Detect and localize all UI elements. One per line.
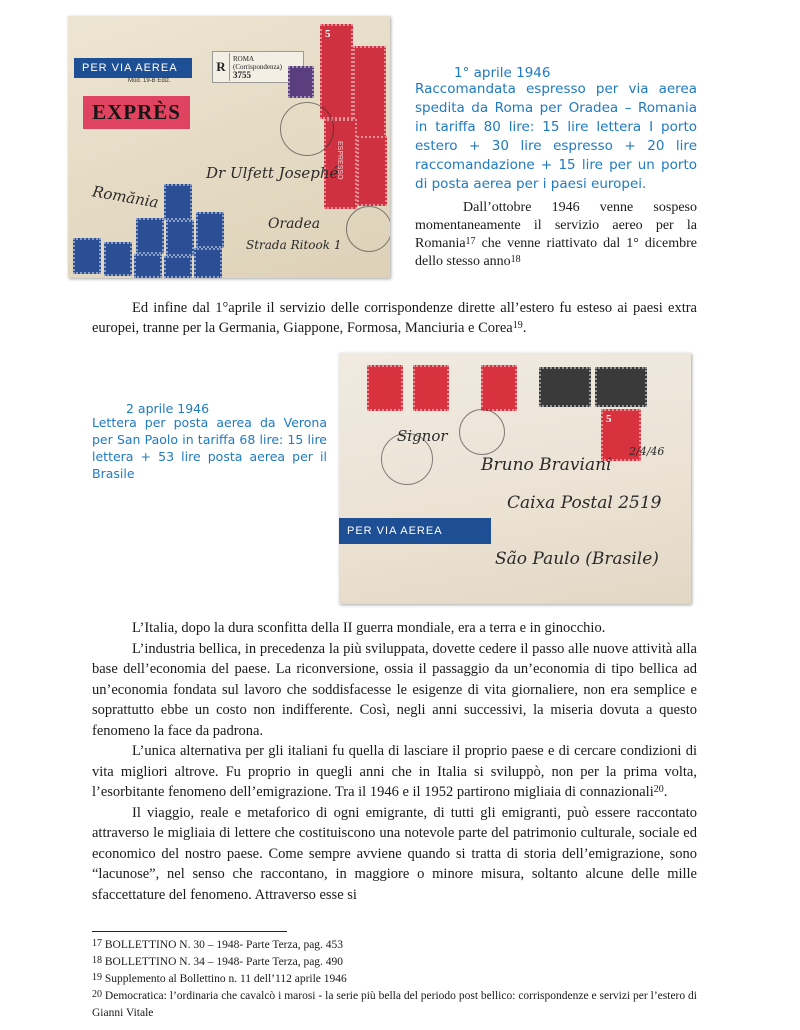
address-addressee: Dr Ulfett Josephé <box>206 164 339 182</box>
footnote-number: 19 <box>92 972 102 983</box>
side-paragraph-text-b: che venne riattivato dal 1° dicembre dello stesso anno <box>415 236 697 269</box>
registration-office-sub: (Corrispondenza) <box>233 63 282 71</box>
address-country: Romănia <box>90 182 160 212</box>
stamp-blue-8 <box>164 256 192 278</box>
stamp-value-2: 5 <box>606 413 612 425</box>
postmark-2 <box>346 206 390 252</box>
stamp-violet <box>288 66 314 98</box>
footnote-text: BOLLETTINO N. 34 – 1948- Parte Terza, pag. 490 <box>102 956 344 968</box>
caption-1-text: Raccomandata espresso per via aerea spedita da Roma per Oradea – Romania in tariffa 80 lire: 15 lire lettera I porto estero + 30 lire espresso + 20 lire raccomandazione + 15 lire per un porto di posta aerea per i paesi europei. <box>415 81 697 192</box>
paragraph-1-end: . <box>522 320 527 336</box>
footnote-19 <box>92 971 697 988</box>
main-paragraph-1: L’Italia, dopo la dura sconfitta della II guerra mondiale, era a terra e in ginocchio. <box>132 620 606 636</box>
footnote-number: 18 <box>92 955 102 966</box>
postmark-4 <box>459 409 505 455</box>
side-paragraph-text-a: Dall’ottobre 1946 venne sospeso momentaneamente il servizio aereo per la Romania <box>415 200 697 251</box>
footnote-20 <box>92 988 697 1022</box>
registration-office: ROMA <box>233 55 255 63</box>
main-paragraph-4: Il viaggio, reale e metaforico di ogni emigrante, di tutti gli emigranti, può essere raccontato attraverso le migliaia di lettere che costituiscono una notevole parte del patrimonio culturale, sociale ed economico del nostro paese. Come sempre avviene quando si tratta di storia dell’emigrazione, sono “lacunose”, nel senso che raccontano, in maggiore o minore misura, soltanto alcune delle mille sfaccettature del fenomeno. Attraverso esse si <box>92 804 697 903</box>
footnotes <box>92 937 697 1022</box>
stamp-blue-9 <box>194 248 222 278</box>
stamp-blue-4 <box>196 212 224 248</box>
footnote-number: 17 <box>92 938 102 949</box>
air-mail-label-2 <box>339 518 491 544</box>
stamp-blue-6 <box>104 242 132 276</box>
footnote-ref-18: 18 <box>510 254 521 265</box>
footnote-ref-17: 17 <box>465 236 476 247</box>
stamp-express-text: ESPRESSO <box>336 141 343 180</box>
stamp-black-2 <box>595 367 647 407</box>
main-paragraph-3-end: . <box>663 784 668 800</box>
footnote-17 <box>92 937 697 954</box>
stamp-wolf-2 <box>413 365 449 411</box>
main-text <box>92 618 697 905</box>
air-mail-label <box>74 58 192 78</box>
air-mail-label-note: Mod. 19-B Ediz. <box>128 78 171 84</box>
paragraph-extra-european <box>92 298 697 338</box>
envelope-photo-1 <box>68 16 390 278</box>
paragraph-1-text: Ed infine dal 1°aprile il servizio delle corrispondenze dirette all’estero fu esteso ai paesi extra europei, tranne per la Germania, Giappone, Formosa, Manciuria e Corea <box>92 300 697 336</box>
main-paragraph-2: L’industria bellica, in precedenza la più sviluppata, dovette cedere il passo alle nuove attività alla base dell’economia del paese. La riconversione, ossia il passaggio da un’economia di tipo bellica ad un’economia fondata sul lavoro che soddisfacesse le esigenze di vita giornaliere, non era semplice e soprattutto ebbe un costo non indifferente. Così, negli anni successivi, la miseria dovuta a questo fenomeno la face da padrona. <box>92 640 697 739</box>
footnote-text: Supplemento al Bollettino n. 11 dell’112 aprile 1946 <box>102 973 347 985</box>
stamp-black-1 <box>539 367 591 407</box>
footnote-rule <box>92 931 287 932</box>
main-paragraph-3 <box>92 741 697 803</box>
stamp-wolf-3 <box>481 365 517 411</box>
address-street: Strada Ritook 1 <box>246 238 342 252</box>
footnote-text: Democratica: l’ordinaria che cavalcò i marosi - la serie più bella del periodo post bellico: corrispondenze e servizi per l’estero di Gianni Vitale <box>92 990 697 1019</box>
side-paragraph <box>415 199 697 271</box>
address-box: Caixa Postal 2519 <box>507 493 662 513</box>
address-name: Bruno Braviani <box>481 455 612 475</box>
address-date: 2/4/46 <box>629 445 665 458</box>
stamp-blue-5 <box>73 238 101 274</box>
caption-2-text: Lettera per posta aerea da Verona per San Paolo in tariffa 68 lire: 15 lire lettera + 53 lire posta aerea per il Brasile <box>92 415 327 481</box>
footnote-text: BOLLETTINO N. 30 – 1948- Parte Terza, pag. 453 <box>102 939 344 951</box>
footnote-number: 20 <box>92 989 102 1000</box>
stamp-express-4 <box>357 136 387 206</box>
air-mail-label-text: PER VIA AEREA <box>82 62 178 74</box>
footnote-ref-20: 20 <box>653 784 664 795</box>
stamp-wolf-1 <box>367 365 403 411</box>
stamp-express-2 <box>353 46 386 138</box>
stamp-blue-7 <box>134 254 162 278</box>
stamp-blue-2 <box>136 218 164 254</box>
stamp-express-1 <box>320 24 353 119</box>
footnote-ref-19: 19 <box>512 320 523 331</box>
stamp-blue-1 <box>164 184 192 220</box>
address-city-2: São Paulo (Brasile) <box>495 549 659 569</box>
caption-1-date: 1° aprile 1946 <box>454 65 551 81</box>
registration-letter: R <box>213 53 230 81</box>
address-city: Oradea <box>268 216 321 232</box>
stamp-value: 5 <box>325 28 331 40</box>
registration-number: 3755 <box>233 70 251 80</box>
express-label: EXPRÈS <box>83 96 190 129</box>
air-mail-label-2-text: PER VIA AEREA <box>347 525 443 537</box>
stamp-blue-3 <box>166 220 194 256</box>
caption-2-date: 2 aprile 1946 <box>126 401 210 416</box>
envelope-photo-2 <box>339 353 691 604</box>
address-salutation: Signor <box>397 427 448 445</box>
main-paragraph-3-text: L’unica alternativa per gli italiani fu quella di lasciare il proprio paese e di cercare condizioni di vita migliori altrove. Fu proprio in quegli anni che in Italia si sviluppò, non per la prima volta, l’esorbitante fenomeno dell’emigrazione. Tra il 1946 e il 1952 partirono migliaia di connazionali <box>92 743 697 800</box>
footnote-18 <box>92 954 697 971</box>
postmark-1 <box>280 102 334 156</box>
